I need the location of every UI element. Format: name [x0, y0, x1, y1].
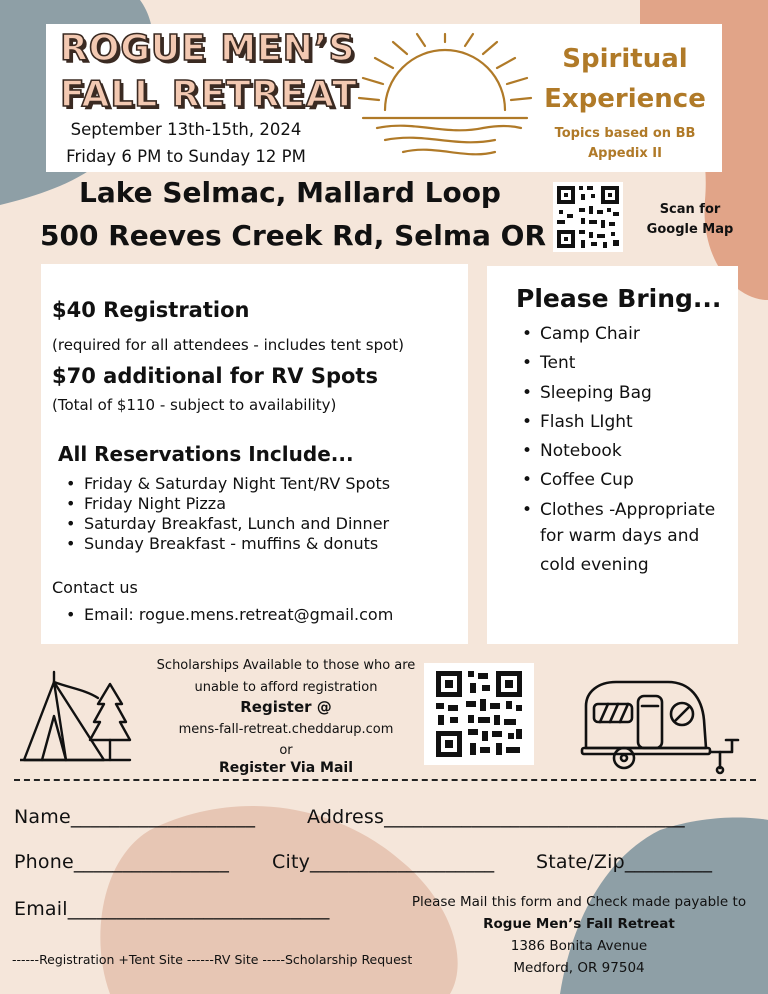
includes-list	[62, 474, 390, 554]
register-url-link[interactable]: mens-fall-retreat.cheddarup.com	[178, 722, 394, 737]
contact-list	[62, 605, 393, 625]
bring-item: • Tent	[518, 349, 715, 378]
includes-heading: All Reservations Include...	[58, 442, 354, 466]
title-line-2: FALL RETREAT	[60, 74, 358, 115]
register-at: Register @	[240, 698, 332, 716]
event-time: Friday 6 PM to Sunday 12 PM	[66, 147, 306, 166]
location-line-2: 500 Reeves Creek Rd, Selma OR	[40, 219, 547, 252]
mail-street: 1386 Bonita Avenue	[510, 938, 648, 954]
includes-item: • Sunday Breakfast - muffins & donuts	[62, 534, 390, 554]
bring-item: • Coffee Cup	[518, 466, 715, 495]
email-field[interactable]: Email___________________________	[14, 898, 330, 920]
bring-item: • Flash LIght	[518, 408, 715, 437]
title-line-1: ROGUE MEN’S	[60, 28, 356, 69]
tent-icon	[20, 668, 140, 768]
topics-line-1: Topics based on BB	[554, 126, 696, 141]
includes-item: • Saturday Breakfast, Lunch and Dinner	[62, 514, 390, 534]
state-zip-field[interactable]: State/Zip_________	[536, 851, 713, 873]
sunset-icon	[355, 32, 535, 167]
event-date: September 13th-15th, 2024	[70, 120, 302, 139]
location-line-1: Lake Selmac, Mallard Loop	[79, 176, 501, 209]
bring-item: • Notebook	[518, 437, 715, 466]
address-field[interactable]: Address_______________________________	[307, 806, 685, 828]
register-qr-code-icon[interactable]	[424, 663, 534, 765]
cut-line-divider	[14, 779, 756, 781]
mail-city: Medford, OR 97504	[513, 960, 645, 976]
mail-payee: Rogue Men’s Fall Retreat	[483, 916, 675, 932]
rv-price: $70 additional for RV Spots	[52, 364, 378, 388]
bring-item: • Clothes -Appropriate	[518, 496, 715, 525]
name-field[interactable]: Name___________________	[14, 806, 256, 828]
bring-item: • Camp Chair	[518, 320, 715, 349]
or-label: or	[279, 743, 293, 758]
scan-label-1: Scan for	[659, 202, 721, 217]
city-field[interactable]: City___________________	[272, 851, 495, 873]
spiritual-line-1: Spiritual	[562, 44, 688, 74]
rv-note: (Total of $110 - subject to availability)	[52, 396, 337, 414]
registration-price: $40 Registration	[52, 298, 250, 322]
registration-options[interactable]: ------Registration +Tent Site ------RV Site -----Scholarship Request	[12, 952, 413, 967]
topics-line-2: Appedix II	[588, 146, 662, 161]
mail-instructions: Please Mail this form and Check made payable to	[411, 894, 747, 910]
registration-note: (required for all attendees - includes tent spot)	[52, 336, 405, 354]
camper-trailer-icon	[572, 676, 744, 776]
bring-heading: Please Bring...	[516, 284, 722, 313]
bring-item-continued-1: for warm days and	[540, 526, 700, 546]
spiritual-line-2: Experience	[544, 84, 706, 114]
bring-item-continued-2: cold evening	[540, 555, 649, 575]
contact-email-link[interactable]: • Email: rogue.mens.retreat@gmail.com	[62, 605, 393, 625]
includes-item: • Friday & Saturday Night Tent/RV Spots	[62, 474, 390, 494]
register-via-mail: Register Via Mail	[218, 760, 354, 776]
map-qr-code-icon[interactable]	[553, 182, 623, 252]
contact-heading: Contact us	[52, 578, 138, 597]
phone-field[interactable]: Phone________________	[14, 851, 230, 873]
scan-label-2: Google Map	[646, 222, 734, 237]
scholarship-line-1: Scholarships Available to those who are	[156, 658, 416, 673]
bring-item: • Sleeping Bag	[518, 379, 715, 408]
includes-item: • Friday Night Pizza	[62, 494, 390, 514]
scholarship-line-2: unable to afford registration	[194, 680, 378, 695]
bring-list	[518, 320, 715, 525]
